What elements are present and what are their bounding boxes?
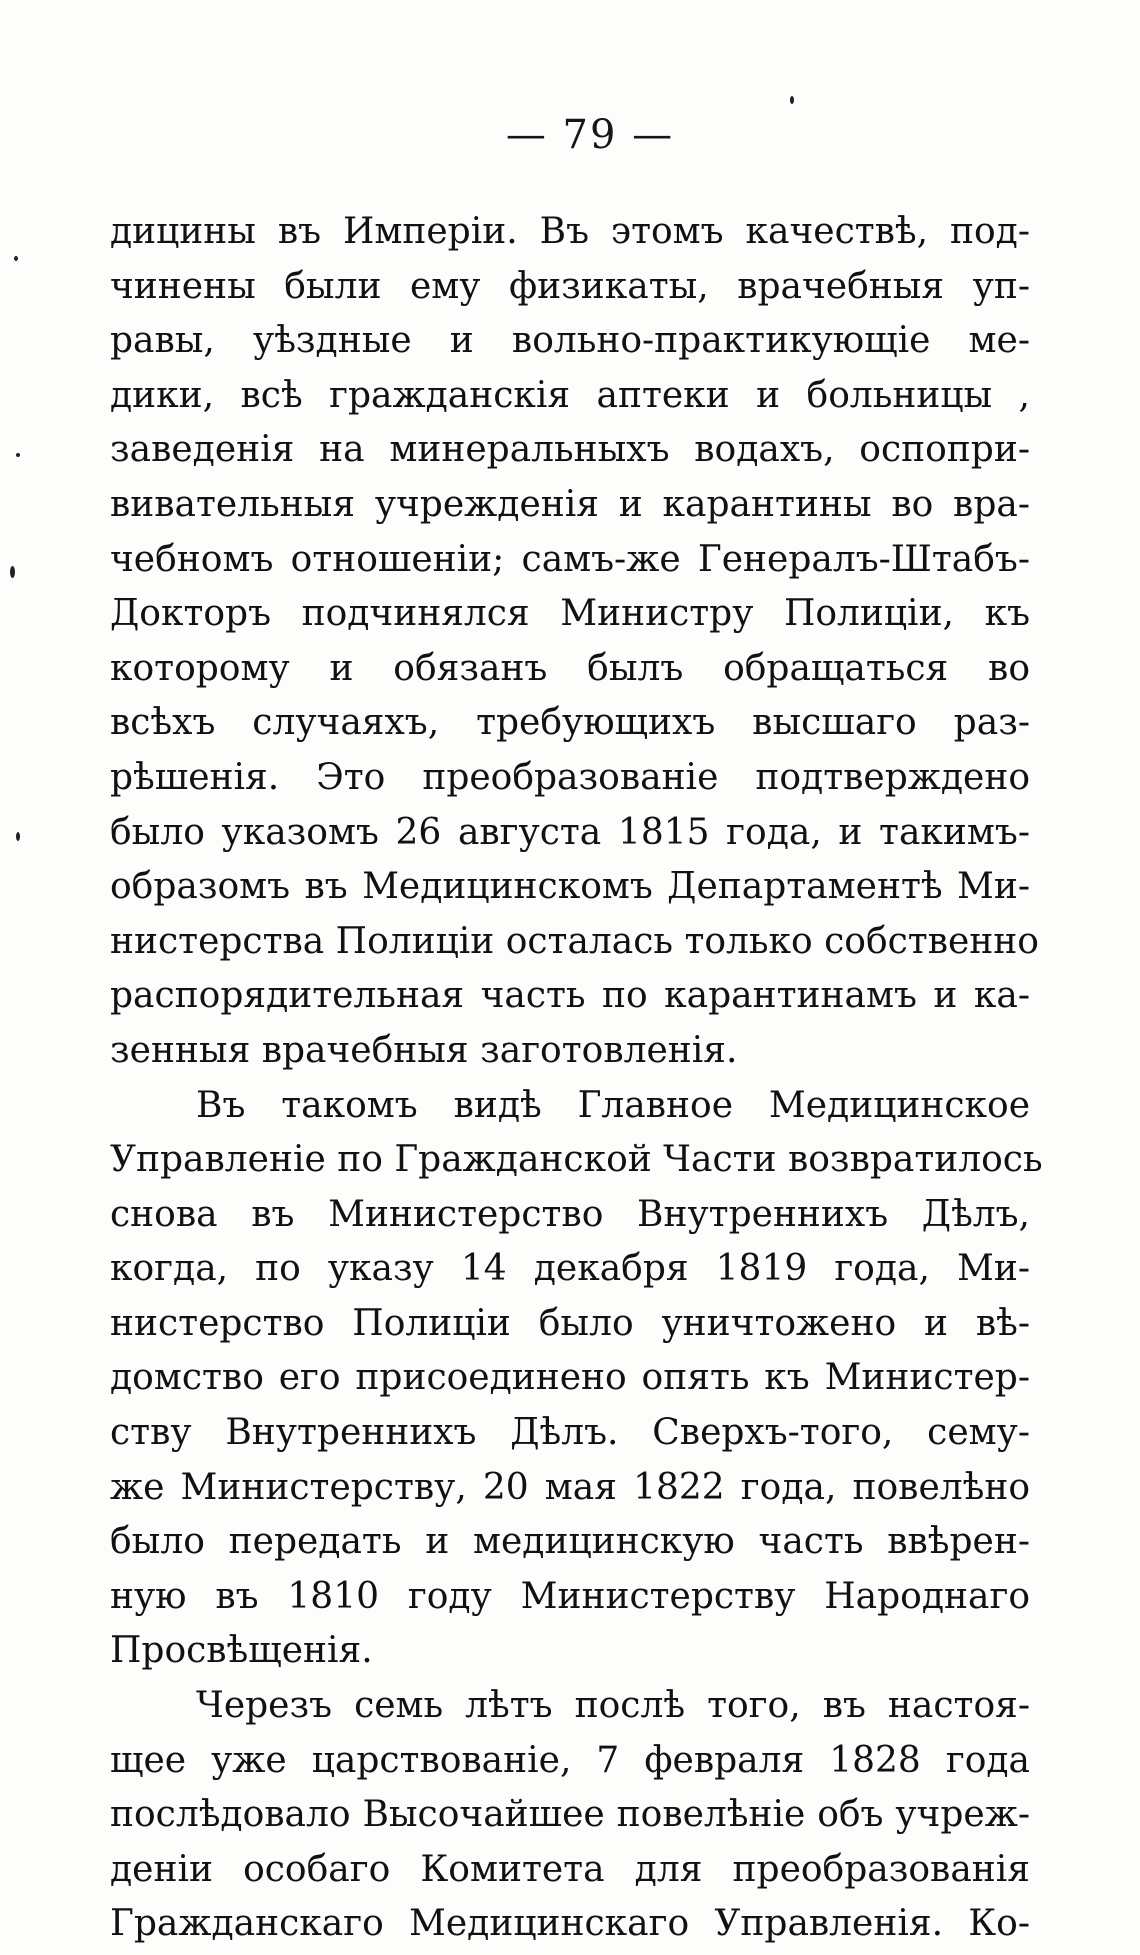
text-line: Гражданскаго Медицинскаго Управленія. Ко- <box>110 1903 1030 1945</box>
text-line: снова въ Министерство Внутреннихъ Дѣлъ, <box>110 1193 1030 1235</box>
text-line: послѣдовало Высочайшее повелѣніе объ учреж- <box>110 1794 1030 1836</box>
text-line: равы, уѣздные и вольно-практикующіе ме- <box>110 320 1030 362</box>
scan-speck <box>14 256 18 261</box>
text-line: чинены были ему физикаты, врачебныя уп- <box>110 265 1030 307</box>
text-line: распорядительная часть по карантинамъ и ка- <box>110 975 1030 1017</box>
body-text <box>110 205 1043 1952</box>
text-line: ству Внутреннихъ Дѣлъ. Сверхъ-того, сему- <box>110 1412 1030 1454</box>
text-line: Докторъ подчинялся Министру Полиціи, къ <box>110 593 1030 635</box>
text-line: всѣхъ случаяхъ, требующихъ высшаго раз- <box>110 702 1030 744</box>
paragraph-start-line: Черезъ семь лѣтъ послѣ того, въ настоя- <box>196 1685 1030 1727</box>
scan-speck <box>16 832 20 841</box>
scan-speck <box>790 96 794 104</box>
text-line: же Министерству, 20 мая 1822 года, повелѣно <box>110 1466 1030 1508</box>
text-line: рѣшенія. Это преобразованіе подтверждено <box>110 756 1030 798</box>
text-line: вивательныя учрежденія и карантины во вра- <box>110 483 1030 525</box>
text-line: домство его присоединено опять къ Министер- <box>110 1357 1030 1399</box>
paragraph-end-line: Просвѣщенія. <box>110 1630 373 1672</box>
paragraph-end-line: зенныя врачебныя заготовленія. <box>110 1029 738 1071</box>
text-line: дицины въ Имперіи. Въ этомъ качествѣ, под- <box>110 211 1030 252</box>
text-line: было передать и медицинскую часть ввѣрен- <box>110 1521 1030 1563</box>
scan-speck <box>10 566 15 578</box>
text-line: дики, всѣ гражданскія аптеки и больницы , <box>110 374 1030 416</box>
scan-speck <box>16 453 20 457</box>
text-line: нистерства Полиціи осталась только собственно <box>110 920 1039 962</box>
text-line: деніи особаго Комитета для преобразованія <box>110 1848 1030 1890</box>
paragraph-start-line: Въ такомъ видѣ Главное Медицинское <box>196 1084 1030 1126</box>
text-line: Управленіе по Гражданской Части возвратилось <box>110 1139 1043 1181</box>
page-number: — 79 — <box>505 112 675 158</box>
text-line: заведенія на минеральныхъ водахъ, оспопри- <box>110 429 1030 471</box>
text-line: которому и обязанъ былъ обращаться во <box>110 647 1030 689</box>
text-line: образомъ въ Медицинскомъ Департаментѣ Ми- <box>110 866 1030 908</box>
text-line: чебномъ отношеніи; самъ-же Генералъ-Штабъ- <box>110 538 1030 580</box>
text-line: нистерство Полиціи было уничтожено и вѣ- <box>110 1302 1030 1344</box>
text-line: когда, по указу 14 декабря 1819 года, Ми- <box>110 1248 1030 1290</box>
text-line: ную въ 1810 году Министерству Народнаго <box>110 1575 1030 1617</box>
text-line: было указомъ 26 августа 1815 года, и такимъ- <box>110 811 1030 853</box>
text-line: щее уже царствованіе, 7 февраля 1828 года <box>110 1739 1030 1781</box>
